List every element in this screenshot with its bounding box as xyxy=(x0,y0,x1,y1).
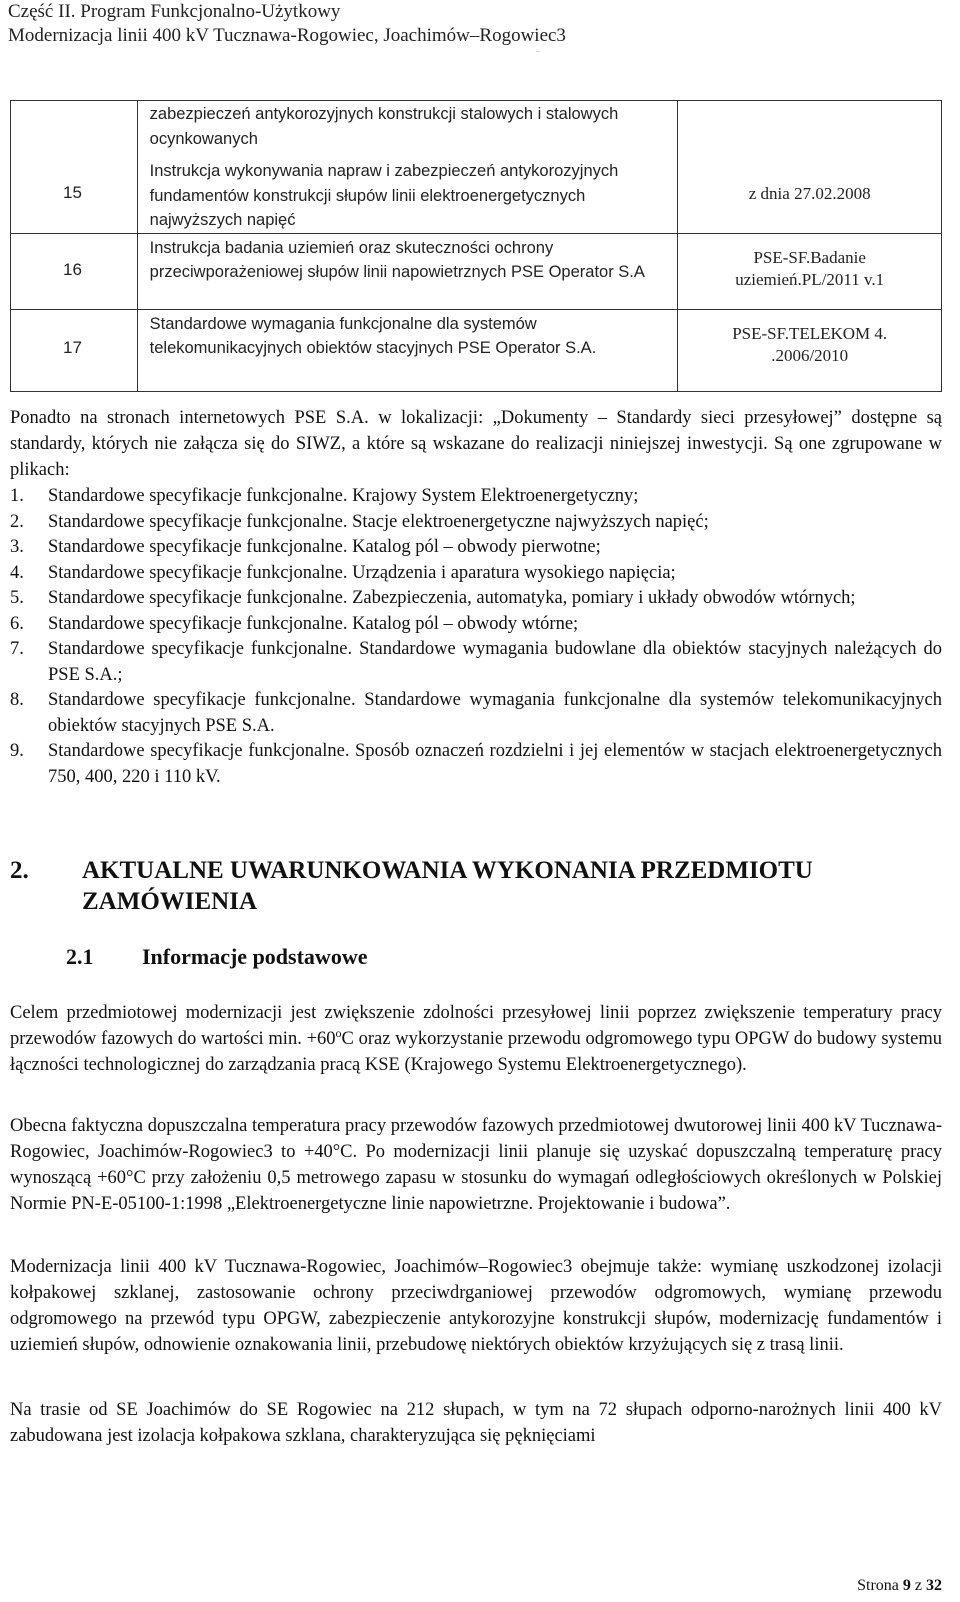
list-number: 1. xyxy=(10,486,24,506)
paragraph-scope: Modernizacja linii 400 kV Tucznawa-Rogowiec, Joachimów–Rogowiec3 obejmuje także: wymianę uszkodzonej izolacji kołpakowej szklanej, zastosowanie ochrony przeciwdrganiowej przewodów odgromowych, wymianę przewodu odgromowego na przewód typu OPGW, zabezpieczenie antykorozyjne konstrukcji słupów, modernizację fundamentów i uziemień słupów, odnowienie oznakowania linii, przebudowę niektórych obiektów krzyżujących się z trasą linii. xyxy=(10,1257,942,1355)
reference-cell xyxy=(677,309,941,391)
header-mark: _ xyxy=(536,44,540,53)
list-text: Standardowe specyfikacje funkcjonalne. Urządzenia i aparatura wysokiego napięcia; xyxy=(48,562,676,583)
standards-list xyxy=(10,484,942,790)
list-number: 3. xyxy=(10,537,24,557)
header-subtitle: Modernizacja linii 400 kV Tucznawa-Rogowiec, Joachimów–Rogowiec3 xyxy=(8,25,566,46)
list-item xyxy=(10,484,942,510)
reference-cell xyxy=(677,101,941,234)
reference-text: .2006/2010 xyxy=(771,345,849,365)
list-number: 9. xyxy=(10,741,24,761)
paragraph-route: Na trasie od SE Joachimów do SE Rogowiec na 212 słupach, w tym na 72 słupach odporno-narożnych linii 400 kV zabudowana jest izolacja kołpakowa szklana, charakteryzująca się pęknięciami xyxy=(10,1400,942,1446)
section-title: AKTUALNE UWARUNKOWANIA WYKONANIA PRZEDMIOTU ZAMÓWIENIA xyxy=(82,857,813,915)
list-item xyxy=(10,535,942,561)
list-number: 6. xyxy=(10,613,24,634)
list-text: Standardowe specyfikacje funkcjonalne. Stacje elektroenergetyczne najwyższych napięć; xyxy=(48,511,709,532)
description-cell xyxy=(137,309,677,391)
reference-text: uziemień.PL/2011 v.1 xyxy=(735,269,885,289)
reference-text: PSE-SF.TELEKOM 4. xyxy=(732,323,888,343)
list-item xyxy=(10,561,942,587)
table-row xyxy=(11,233,942,309)
standards-table xyxy=(10,100,942,392)
reference-cell xyxy=(677,233,941,309)
description-continued: zabezpieczeń antykorozyjnych konstrukcji stalowych i stalowych ocynkowanych xyxy=(149,105,619,148)
page-total: 32 xyxy=(926,1577,942,1594)
description-text: Instrukcja wykonywania napraw i zabezpieczeń antykorozyjnych fundamentów konstrukcji słupów linii elektroenergetycznych najwyższych napięć xyxy=(149,162,619,229)
paragraph-temperature: Obecna faktyczna dopuszczalna temperatura pracy przewodów fazowych przedmiotowej dwutorowej linii 400 kV Tucznawa-Rogowiec, Joachimów-Rogowiec3 to +40°C. Po modernizacji linii planuje się uzyskać dopuszczalną temperaturę pracy wynoszącą +60°C przy założeniu 0,5 metrowego zapasu w stosunku do wymagań odległościowych określonych w Polskiej Normie PN-E-05100-1:1998 „Elektroenergetyczne linie napowietrzne. Projektowanie i budowa”. xyxy=(10,1116,942,1214)
list-item xyxy=(10,586,942,612)
list-item xyxy=(10,637,942,688)
page-footer: Strona 9 z 32 xyxy=(857,1577,942,1594)
intro-paragraph: Ponadto na stronach internetowych PSE S.A. w lokalizacji: „Dokumenty – Standardy sieci przesyłowej” dostępne są standardy, których nie załącza się do SIWZ, a które są wskazane do realizacji niniejszej inwestycji. Są one zgrupowane w plikach: xyxy=(10,408,942,480)
list-text: Standardowe specyfikacje funkcjonalne. Zabezpieczenia, automatyka, pomiary i układy obwodów wtórnych; xyxy=(48,588,856,608)
section-number: 2. xyxy=(10,857,29,884)
row-number: 16 xyxy=(63,259,82,279)
row-number: 15 xyxy=(63,183,82,202)
list-text: Standardowe specyfikacje funkcjonalne. Krajowy System Elektroenergetyczny; xyxy=(48,486,639,506)
description-cell xyxy=(137,101,677,234)
list-text: Standardowe specyfikacje funkcjonalne. Katalog pól – obwody pierwotne; xyxy=(48,537,601,557)
list-number: 2. xyxy=(10,511,24,532)
row-number-cell xyxy=(11,309,138,391)
header-title: Część II. Program Funkcjonalno-Użytkowy xyxy=(8,1,341,22)
description-text: Instrukcja badania uziemień oraz skuteczności ochrony przeciwporażeniowej słupów linii napowietrznych PSE Operator S.A xyxy=(149,238,645,281)
reference-text: z dnia 27.02.2008 xyxy=(748,184,871,203)
list-item xyxy=(10,510,942,536)
list-text: Standardowe specyfikacje funkcjonalne. Sposób oznaczeń rozdzielni i jej elementów w stacjach elektroenergetycznych 750, 400, 220 i 110 kV. xyxy=(48,741,942,787)
list-item xyxy=(10,688,942,739)
paragraph-goal: Celem przedmiotowej modernizacji jest zwiększenie zdolności przesyłowej linii poprzez zwiększenie temperatury pracy przewodów fazowych do wartości min. $+60^oC$ oraz wykorzystanie przewodu odgromowego typu OPGW do budowy systemu łączności technologicznej do zarządzania pracą KSE (Krajowego Systemu Elektroenergetycznego). xyxy=(10,1003,942,1075)
list-item xyxy=(10,612,942,638)
reference-text: PSE-SF.Badanie xyxy=(753,247,866,267)
table-row xyxy=(11,101,942,234)
subsection-title: Informacje podstawowe xyxy=(142,944,368,969)
list-number: 4. xyxy=(10,562,24,583)
list-text: Standardowe specyfikacje funkcjonalne. Standardowe wymagania budowlane dla obiektów stacyjnych należących do PSE S.A.; xyxy=(48,639,942,685)
table-row xyxy=(11,309,942,391)
row-number: 17 xyxy=(63,337,82,357)
row-number-cell xyxy=(11,233,138,309)
description-text: Standardowe wymagania funkcjonalne dla systemów telekomunikacyjnych obiektów stacyjnych PSE Operator S.A. xyxy=(149,314,597,357)
degree-superscript: o xyxy=(335,1025,342,1040)
list-number: 7. xyxy=(10,639,24,659)
row-number-cell xyxy=(11,101,138,234)
list-number: 5. xyxy=(10,588,24,608)
list-number: 8. xyxy=(10,690,24,710)
list-item xyxy=(10,739,942,790)
subsection-number: 2.1 xyxy=(66,944,94,969)
list-text: Standardowe specyfikacje funkcjonalne. Standardowe wymagania funkcjonalne dla systemów telekomunikacyjnych obiektów stacyjnych PSE S.A. xyxy=(48,690,942,736)
page-number: 9 xyxy=(902,1577,911,1594)
description-cell xyxy=(137,233,677,309)
subsection-heading xyxy=(66,942,368,972)
document-header xyxy=(8,0,566,48)
list-text: Standardowe specyfikacje funkcjonalne. Katalog pól – obwody wtórne; xyxy=(48,613,579,634)
